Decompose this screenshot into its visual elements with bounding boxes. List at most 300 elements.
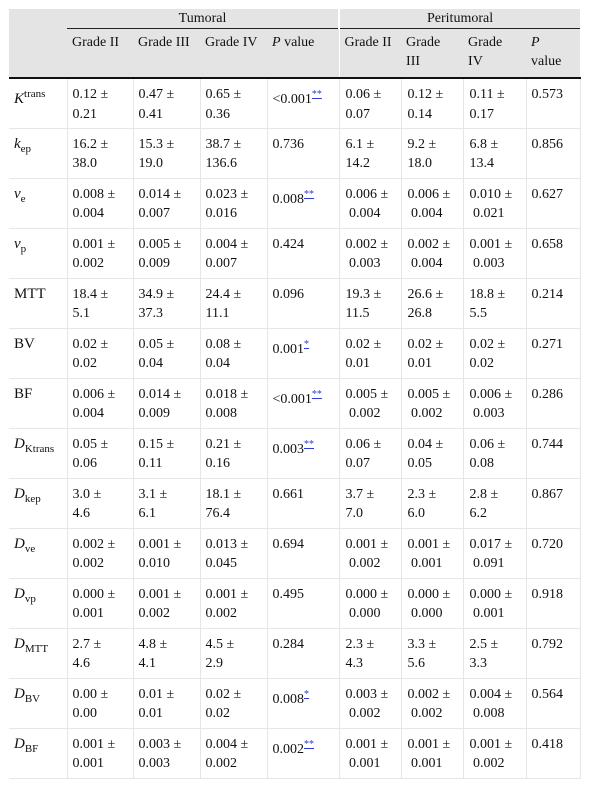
table-body — [9, 78, 580, 778]
column-header-row — [9, 29, 580, 79]
p-value: 0.627 — [531, 186, 564, 202]
parameter-symbol: D — [14, 485, 25, 502]
tumoral-p-value-cell — [267, 678, 339, 728]
table-row — [9, 578, 580, 628]
peritumoral-grade-iii-cell — [401, 178, 463, 228]
peritumoral-grade-iv-cell — [463, 728, 526, 778]
mean-value: 0.00 ± — [72, 686, 109, 702]
tumoral-grade-iii-cell — [133, 378, 200, 428]
sd-value: 0.007 — [205, 256, 237, 271]
parameter-cell — [9, 628, 67, 678]
mean-value: 0.15 ± — [138, 436, 175, 452]
mean-value: 0.001 ± — [469, 236, 513, 252]
mean-value: 0.001 ± — [72, 236, 116, 252]
sd-value: 0.02 — [72, 356, 97, 371]
footnote-link[interactable]: ** — [311, 388, 322, 400]
sd-value: 0.009 — [138, 256, 170, 271]
tumoral-grade-iii-cell — [133, 328, 200, 378]
p-value: 0.495 — [272, 586, 304, 602]
peritumoral-grade-iv-cell — [463, 378, 526, 428]
parameter-cell — [9, 328, 67, 378]
mean-value: 2.5 ± — [469, 636, 499, 652]
tumoral-grade-ii-cell — [67, 578, 133, 628]
parameter-symbol: D — [14, 435, 25, 452]
parameter-symbol: D — [14, 635, 25, 652]
mean-value: 0.023 ± — [205, 186, 249, 202]
tumoral-grade-iii-cell — [133, 278, 200, 328]
mean-value: 0.08 ± — [205, 336, 242, 352]
p-value: 0.658 — [531, 236, 564, 252]
parameter-subscript: MTT — [24, 642, 49, 655]
tumoral-grade-iii-cell — [133, 78, 200, 128]
peritumoral-p-value-cell — [526, 128, 580, 178]
mean-value: 0.02 ± — [72, 336, 109, 352]
peritumoral-grade-ii-cell — [339, 328, 401, 378]
col-peritumoral-p-value: P value — [526, 29, 580, 79]
p-value: 0.424 — [272, 236, 304, 252]
sd-value: 4.3 — [345, 656, 364, 671]
parameter-superscript: trans — [24, 88, 46, 100]
p-value: 0.918 — [531, 586, 564, 602]
sd-value: 0.008 — [205, 406, 237, 421]
mean-value: 3.0 ± — [72, 486, 102, 502]
tumoral-grade-ii-cell — [67, 428, 133, 478]
sd-value: 0.007 — [138, 206, 170, 221]
peritumoral-grade-ii-cell — [339, 78, 401, 128]
sd-value: 0.009 — [138, 406, 170, 421]
mean-value: 0.006 ± — [72, 386, 116, 402]
mean-value: 2.3 ± — [407, 486, 437, 502]
sd-value: 19.0 — [138, 156, 163, 171]
mean-value: 0.017 ± — [469, 536, 513, 552]
sd-value: 0.001 — [72, 756, 104, 771]
sd-value: 0.016 — [205, 206, 237, 221]
mean-value: 34.9 ± — [138, 286, 175, 302]
p-value: 0.284 — [272, 636, 304, 652]
table-row — [9, 678, 580, 728]
tumoral-grade-iv-cell — [200, 328, 267, 378]
mean-value: 0.02 ± — [345, 336, 382, 352]
sd-value: 5.1 — [72, 306, 90, 321]
tumoral-grade-iii-cell — [133, 428, 200, 478]
mean-value: 0.06 ± — [345, 87, 382, 102]
p-value: 0.744 — [531, 436, 564, 452]
parameter-subscript: BV — [24, 692, 41, 705]
sd-value: 11.5 — [345, 306, 370, 321]
tumoral-grade-iii-cell — [133, 178, 200, 228]
tumoral-p-value-cell — [267, 478, 339, 528]
p-value: 0.286 — [531, 386, 564, 402]
peritumoral-grade-iv-cell — [463, 128, 526, 178]
tumoral-grade-iv-cell — [200, 128, 267, 178]
p-value: 0.003 — [272, 441, 304, 457]
sd-value: 0.01 — [345, 356, 371, 371]
sd-value: 0.41 — [138, 106, 163, 122]
mean-value: 19.3 ± — [345, 286, 382, 302]
tumoral-grade-ii-cell — [67, 178, 133, 228]
mean-value: 38.7 ± — [205, 136, 242, 152]
sd-value: 0.003 — [469, 406, 505, 421]
mean-value: 0.002 ± — [407, 236, 451, 252]
mean-value: 0.000 ± — [345, 586, 389, 602]
mean-value: 0.001 ± — [345, 536, 389, 552]
peritumoral-grade-ii-cell — [339, 478, 401, 528]
sd-value: 136.6 — [205, 156, 237, 171]
peritumoral-grade-iv-cell — [463, 578, 526, 628]
peritumoral-grade-iii-cell — [401, 678, 463, 728]
sd-value: 4.6 — [72, 656, 90, 671]
sd-value: 0.01 — [407, 356, 433, 371]
tumoral-grade-ii-cell — [67, 478, 133, 528]
sd-value: 6.2 — [469, 506, 488, 521]
sd-value: 0.004 — [72, 406, 104, 421]
mean-value: 0.001 ± — [138, 536, 182, 552]
mean-value: 4.5 ± — [205, 636, 235, 652]
tumoral-grade-iv-cell — [200, 278, 267, 328]
sd-value: 0.002 — [205, 756, 237, 771]
peritumoral-grade-iii-cell — [401, 628, 463, 678]
sd-value: 4.1 — [138, 656, 156, 671]
group-header-row — [9, 9, 580, 29]
peritumoral-grade-iii-cell — [401, 528, 463, 578]
mean-value: 0.02 ± — [205, 686, 242, 702]
mean-value: 26.6 ± — [407, 286, 444, 302]
peritumoral-grade-ii-cell — [339, 728, 401, 778]
parameter-symbol: D — [14, 535, 25, 552]
peritumoral-p-value-cell — [526, 678, 580, 728]
peritumoral-grade-ii-cell — [339, 178, 401, 228]
sd-value: 0.08 — [469, 456, 495, 471]
table-row — [9, 278, 580, 328]
sd-value: 0.00 — [72, 706, 97, 721]
mean-value: 2.8 ± — [469, 486, 499, 502]
group-peritumoral: Peritumoral — [339, 9, 580, 29]
parameter-cell — [9, 728, 67, 778]
p-value: 0.694 — [272, 536, 304, 552]
sd-value: 14.2 — [345, 156, 371, 171]
sd-value: 0.05 — [407, 456, 433, 471]
mean-value: 0.003 ± — [138, 736, 182, 752]
peritumoral-grade-iii-cell — [401, 128, 463, 178]
tumoral-grade-iv-cell — [200, 478, 267, 528]
parameter-symbol: v — [14, 235, 21, 252]
parameter-symbol: D — [14, 735, 25, 752]
peritumoral-grade-ii-cell — [339, 628, 401, 678]
table-row — [9, 128, 580, 178]
table-row — [9, 428, 580, 478]
tumoral-p-value-cell — [267, 578, 339, 628]
sd-value: 6.1 — [138, 506, 156, 521]
footnote-link[interactable]: * — [304, 688, 309, 700]
sd-value: 0.01 — [138, 706, 163, 721]
tumoral-grade-iii-cell — [133, 628, 200, 678]
sd-value: 2.9 — [205, 656, 223, 671]
sd-value: 0.004 — [345, 206, 381, 221]
tumoral-grade-iv-cell — [200, 728, 267, 778]
mean-value: 0.002 ± — [407, 686, 451, 702]
peritumoral-grade-iv-cell — [463, 678, 526, 728]
sd-value: 26.8 — [407, 306, 433, 321]
p-value: 0.736 — [272, 136, 304, 152]
p-value: 0.271 — [531, 336, 564, 352]
table-row — [9, 478, 580, 528]
peritumoral-grade-ii-cell — [339, 228, 401, 278]
tumoral-p-value-cell — [267, 178, 339, 228]
sd-value: 0.001 — [345, 756, 381, 771]
sd-value: 13.4 — [469, 156, 495, 171]
sd-value: 0.002 — [407, 706, 443, 721]
col-peritumoral-grade-ii: Grade II — [339, 29, 401, 79]
peritumoral-grade-iii-cell — [401, 578, 463, 628]
tumoral-p-value-cell — [267, 428, 339, 478]
mean-value: 0.000 ± — [407, 586, 451, 602]
sd-value: 0.001 — [407, 756, 443, 771]
peritumoral-p-value-cell — [526, 78, 580, 128]
mean-value: 0.21 ± — [205, 436, 242, 452]
mean-value: 24.4 ± — [205, 286, 242, 302]
footnote-link[interactable]: ** — [311, 89, 322, 100]
tumoral-grade-ii-cell — [67, 78, 133, 128]
mean-value: 0.001 ± — [469, 736, 513, 752]
peritumoral-grade-iv-cell — [463, 428, 526, 478]
parameter-cell — [9, 678, 67, 728]
p-value: 0.867 — [531, 486, 564, 502]
table-row — [9, 328, 580, 378]
peritumoral-grade-iii-cell — [401, 78, 463, 128]
mean-value: 3.1 ± — [138, 486, 168, 502]
p-value: 0.008 — [272, 191, 304, 207]
table-row — [9, 528, 580, 578]
sd-value: 3.3 — [469, 656, 488, 671]
mean-value: 3.3 ± — [407, 636, 437, 652]
tumoral-grade-ii-cell — [67, 378, 133, 428]
parameter-symbol: K — [14, 91, 25, 107]
sd-value: 0.11 — [138, 456, 163, 471]
peritumoral-grade-iii-cell — [401, 428, 463, 478]
p-value: 0.564 — [531, 686, 564, 702]
table-row — [9, 378, 580, 428]
mean-value: 0.002 ± — [72, 536, 116, 552]
tumoral-grade-iv-cell — [200, 578, 267, 628]
mean-value: 2.3 ± — [345, 636, 375, 652]
mean-value: 0.65 ± — [205, 87, 242, 102]
mean-value: 0.006 ± — [345, 186, 389, 202]
parameter-subscript: ep — [20, 142, 32, 155]
peritumoral-grade-iv-cell — [463, 228, 526, 278]
peritumoral-p-value-cell — [526, 578, 580, 628]
mean-value: 4.8 ± — [138, 636, 168, 652]
p-value: 0.792 — [531, 636, 564, 652]
p-value: 0.214 — [531, 286, 564, 302]
p-value: 0.001 — [272, 341, 304, 357]
mean-value: 0.02 ± — [469, 336, 506, 352]
sd-value: 0.04 — [205, 356, 230, 371]
peritumoral-grade-iii-cell — [401, 728, 463, 778]
sd-value: 0.000 — [407, 606, 443, 621]
tumoral-grade-ii-cell — [67, 728, 133, 778]
sd-value: 18.0 — [407, 156, 433, 171]
mean-value: 9.2 ± — [407, 136, 437, 152]
p-value: 0.096 — [272, 286, 304, 302]
tumoral-grade-iv-cell — [200, 228, 267, 278]
mean-value: 16.2 ± — [72, 136, 109, 152]
peritumoral-grade-ii-cell — [339, 678, 401, 728]
tumoral-grade-ii-cell — [67, 228, 133, 278]
tumoral-grade-iii-cell — [133, 578, 200, 628]
col-tumoral-grade-iii: Grade III — [133, 29, 200, 79]
corner-cell-2 — [9, 29, 67, 79]
mean-value: 15.3 ± — [138, 136, 175, 152]
tumoral-grade-iii-cell — [133, 528, 200, 578]
tumoral-grade-iv-cell — [200, 378, 267, 428]
parameter-cell — [9, 128, 67, 178]
sd-value: 4.6 — [72, 506, 90, 521]
mean-value: 0.005 ± — [138, 236, 182, 252]
parameter-cell — [9, 478, 67, 528]
peritumoral-grade-iv-cell — [463, 178, 526, 228]
peritumoral-p-value-cell — [526, 728, 580, 778]
sd-value: 0.001 — [469, 606, 505, 621]
col-tumoral-grade-ii: Grade II — [67, 29, 133, 79]
footnote-link[interactable]: ** — [304, 738, 314, 750]
mean-value: 0.008 ± — [72, 186, 116, 202]
mean-value: 18.4 ± — [72, 286, 109, 302]
p-value: 0.661 — [272, 486, 304, 502]
col-peritumoral-grade-iv: Grade IV — [463, 29, 526, 79]
tumoral-p-value-cell — [267, 278, 339, 328]
p-value: 0.573 — [531, 87, 564, 102]
mean-value: 0.001 ± — [205, 586, 249, 602]
sd-value: 0.001 — [72, 606, 104, 621]
mean-value: 0.06 ± — [345, 436, 382, 452]
parameter-subscript: e — [20, 192, 26, 205]
peritumoral-p-value-cell — [526, 478, 580, 528]
corner-cell — [9, 9, 67, 29]
peritumoral-grade-ii-cell — [339, 578, 401, 628]
peritumoral-grade-iii-cell — [401, 278, 463, 328]
mean-value: 0.000 ± — [469, 586, 513, 602]
sd-value: 0.004 — [407, 206, 443, 221]
mean-value: 0.010 ± — [469, 186, 513, 202]
tumoral-grade-iii-cell — [133, 678, 200, 728]
peritumoral-grade-ii-cell — [339, 128, 401, 178]
peritumoral-p-value-cell — [526, 178, 580, 228]
peritumoral-grade-iv-cell — [463, 278, 526, 328]
parameter-symbol: MTT — [14, 285, 46, 302]
tumoral-grade-iii-cell — [133, 728, 200, 778]
mean-value: 6.1 ± — [345, 136, 375, 152]
parameter-cell — [9, 528, 67, 578]
tumoral-p-value-cell — [267, 728, 339, 778]
peritumoral-p-value-cell — [526, 428, 580, 478]
peritumoral-p-value-cell — [526, 628, 580, 678]
table-row — [9, 628, 580, 678]
parameter-cell — [9, 78, 67, 128]
sd-value: 11.1 — [205, 306, 230, 321]
sd-value: 0.21 — [72, 106, 97, 122]
mean-value: 0.11 ± — [469, 87, 505, 102]
parameter-subscript: kep — [24, 492, 41, 505]
parameter-cell — [9, 578, 67, 628]
sd-value: 0.002 — [407, 406, 443, 421]
tumoral-grade-ii-cell — [67, 628, 133, 678]
sd-value: 0.07 — [345, 106, 371, 122]
mean-value: 0.014 ± — [138, 386, 182, 402]
col-tumoral-grade-iv: Grade IV — [200, 29, 267, 79]
footnote-link[interactable]: ** — [304, 188, 314, 200]
parameter-symbol: BV — [14, 335, 35, 352]
parameter-cell — [9, 228, 67, 278]
parameter-subscript: Ktrans — [24, 442, 55, 455]
parameter-subscript: ve — [24, 542, 36, 555]
mean-value: 0.47 ± — [138, 87, 175, 102]
parameter-cell — [9, 428, 67, 478]
mean-value: 0.04 ± — [407, 436, 444, 452]
mean-value: 3.7 ± — [345, 486, 375, 502]
sd-value: 0.003 — [469, 256, 505, 271]
tumoral-grade-iv-cell — [200, 178, 267, 228]
tumoral-grade-ii-cell — [67, 278, 133, 328]
parameter-cell — [9, 278, 67, 328]
results-table-container — [9, 9, 580, 779]
sd-value: 0.002 — [72, 556, 104, 571]
sd-value: 0.002 — [138, 606, 170, 621]
p-value: 0.856 — [531, 136, 564, 152]
peritumoral-grade-iv-cell — [463, 528, 526, 578]
sd-value: 0.045 — [205, 556, 237, 571]
peritumoral-grade-iii-cell — [401, 378, 463, 428]
mean-value: 0.001 ± — [72, 736, 116, 752]
tumoral-grade-ii-cell — [67, 328, 133, 378]
parameter-symbol: D — [14, 685, 25, 702]
sd-value: 0.002 — [345, 406, 381, 421]
mean-value: 0.001 ± — [407, 736, 451, 752]
mean-value: 0.018 ± — [205, 386, 249, 402]
sd-value: 0.003 — [138, 756, 170, 771]
results-table — [9, 9, 581, 779]
sd-value: 5.5 — [469, 306, 488, 321]
tumoral-p-value-cell — [267, 528, 339, 578]
col-peritumoral-grade-iii: Grade III — [401, 29, 463, 79]
tumoral-grade-iv-cell — [200, 78, 267, 128]
peritumoral-p-value-cell — [526, 528, 580, 578]
parameter-cell — [9, 178, 67, 228]
mean-value: 0.005 ± — [407, 386, 451, 402]
peritumoral-grade-iv-cell — [463, 78, 526, 128]
table-row — [9, 228, 580, 278]
sd-value: 0.06 — [72, 456, 97, 471]
sd-value: 0.17 — [469, 106, 495, 122]
tumoral-grade-iii-cell — [133, 128, 200, 178]
sd-value: 7.0 — [345, 506, 364, 521]
sd-value: 0.04 — [138, 356, 163, 371]
mean-value: 2.7 ± — [72, 636, 102, 652]
mean-value: 0.004 ± — [469, 686, 513, 702]
sd-value: 0.021 — [469, 206, 505, 221]
sd-value: 0.002 — [345, 556, 381, 571]
mean-value: 0.05 ± — [72, 436, 109, 452]
footnote-link[interactable]: * — [304, 338, 309, 350]
mean-value: 0.06 ± — [469, 436, 506, 452]
parameter-symbol: BF — [14, 385, 33, 402]
tumoral-p-value-cell — [267, 328, 339, 378]
peritumoral-grade-ii-cell — [339, 278, 401, 328]
sd-value: 0.14 — [407, 106, 433, 122]
tumoral-grade-iii-cell — [133, 478, 200, 528]
table-row — [9, 728, 580, 778]
tumoral-p-value-cell — [267, 378, 339, 428]
footnote-link[interactable]: ** — [304, 438, 314, 450]
